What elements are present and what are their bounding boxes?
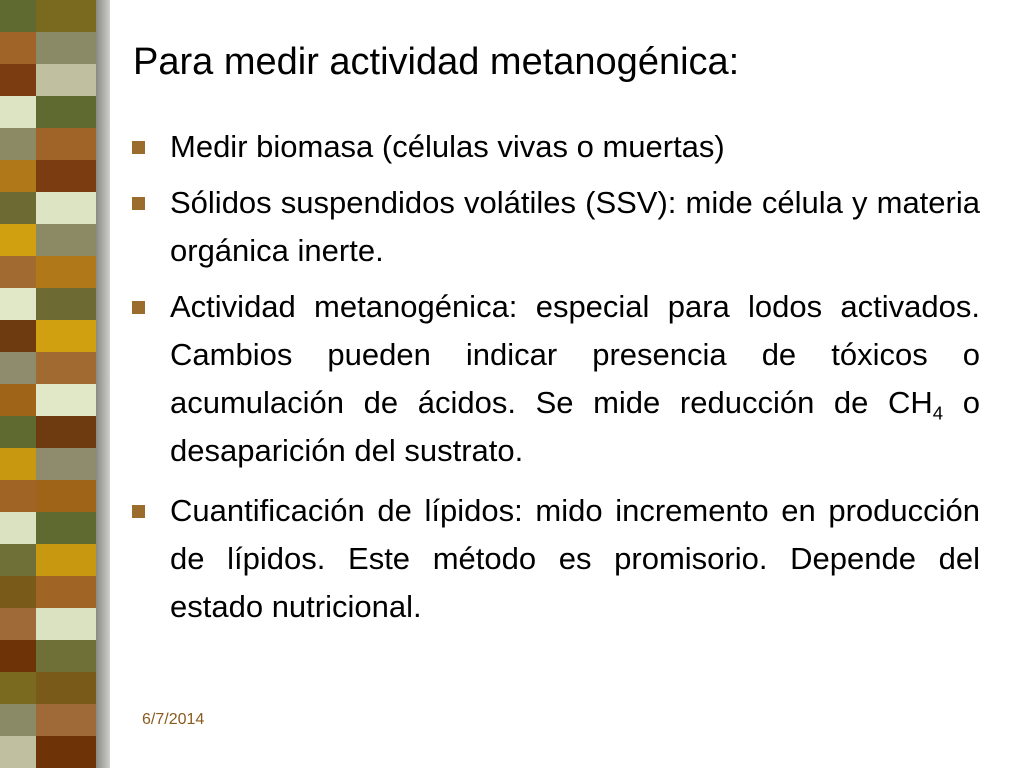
stripe-band <box>0 160 110 192</box>
stripe-band <box>0 608 110 640</box>
stripe-band <box>0 544 110 576</box>
bullet-list <box>130 123 980 639</box>
stripe-band <box>0 288 110 320</box>
stripe-band <box>0 192 110 224</box>
subscript: 4 <box>932 402 944 424</box>
stripe-band <box>0 704 110 736</box>
stripe-band <box>0 576 110 608</box>
bullet-text: Medir biomasa (células vivas o muertas) <box>170 129 725 164</box>
bullet-text: Sólidos suspendidos volátiles (SSV): mide célula y materia orgánica inerte. <box>170 185 980 268</box>
bullet-item <box>130 283 980 475</box>
stripe-band <box>0 256 110 288</box>
stripe-band <box>0 352 110 384</box>
stripe-band <box>0 512 110 544</box>
stripe-band <box>0 320 110 352</box>
bullet-text-part: Actividad metanogénica: especial para lodos activados. Cambios pueden indicar presencia de tóxicos o acumulación de ácidos. Se mide reducción de CH <box>170 289 980 420</box>
stripe-band <box>0 640 110 672</box>
stripe-band <box>0 736 110 768</box>
bullet-marker <box>132 141 145 154</box>
bullet-marker <box>132 505 145 518</box>
stripe-band <box>0 64 110 96</box>
bullet-text <box>170 289 980 468</box>
stripe-band <box>0 480 110 512</box>
stripe-band <box>0 128 110 160</box>
stripe-band <box>0 224 110 256</box>
stripe-band <box>0 32 110 64</box>
slide-date: 6/7/2014 <box>142 711 205 728</box>
bullet-marker <box>132 197 145 210</box>
bullet-text-part: o desaparición del sustrato. <box>170 385 980 468</box>
decorative-stripe <box>0 0 110 768</box>
stripe-band <box>0 672 110 704</box>
stripe-band <box>0 448 110 480</box>
stripe-band <box>0 384 110 416</box>
bullet-item <box>130 123 980 171</box>
slide-title: Para medir actividad metanogénica: <box>133 41 740 83</box>
stripe-band <box>0 96 110 128</box>
stripe-band <box>0 0 110 32</box>
bullet-marker <box>132 301 145 314</box>
bullet-item <box>130 487 980 631</box>
stripe-band <box>0 416 110 448</box>
bullet-text: Cuantificación de lípidos: mido incremento en producción de lípidos. Este método es promisorio. Depende del estado nutricional. <box>170 493 980 624</box>
bullet-item <box>130 179 980 275</box>
